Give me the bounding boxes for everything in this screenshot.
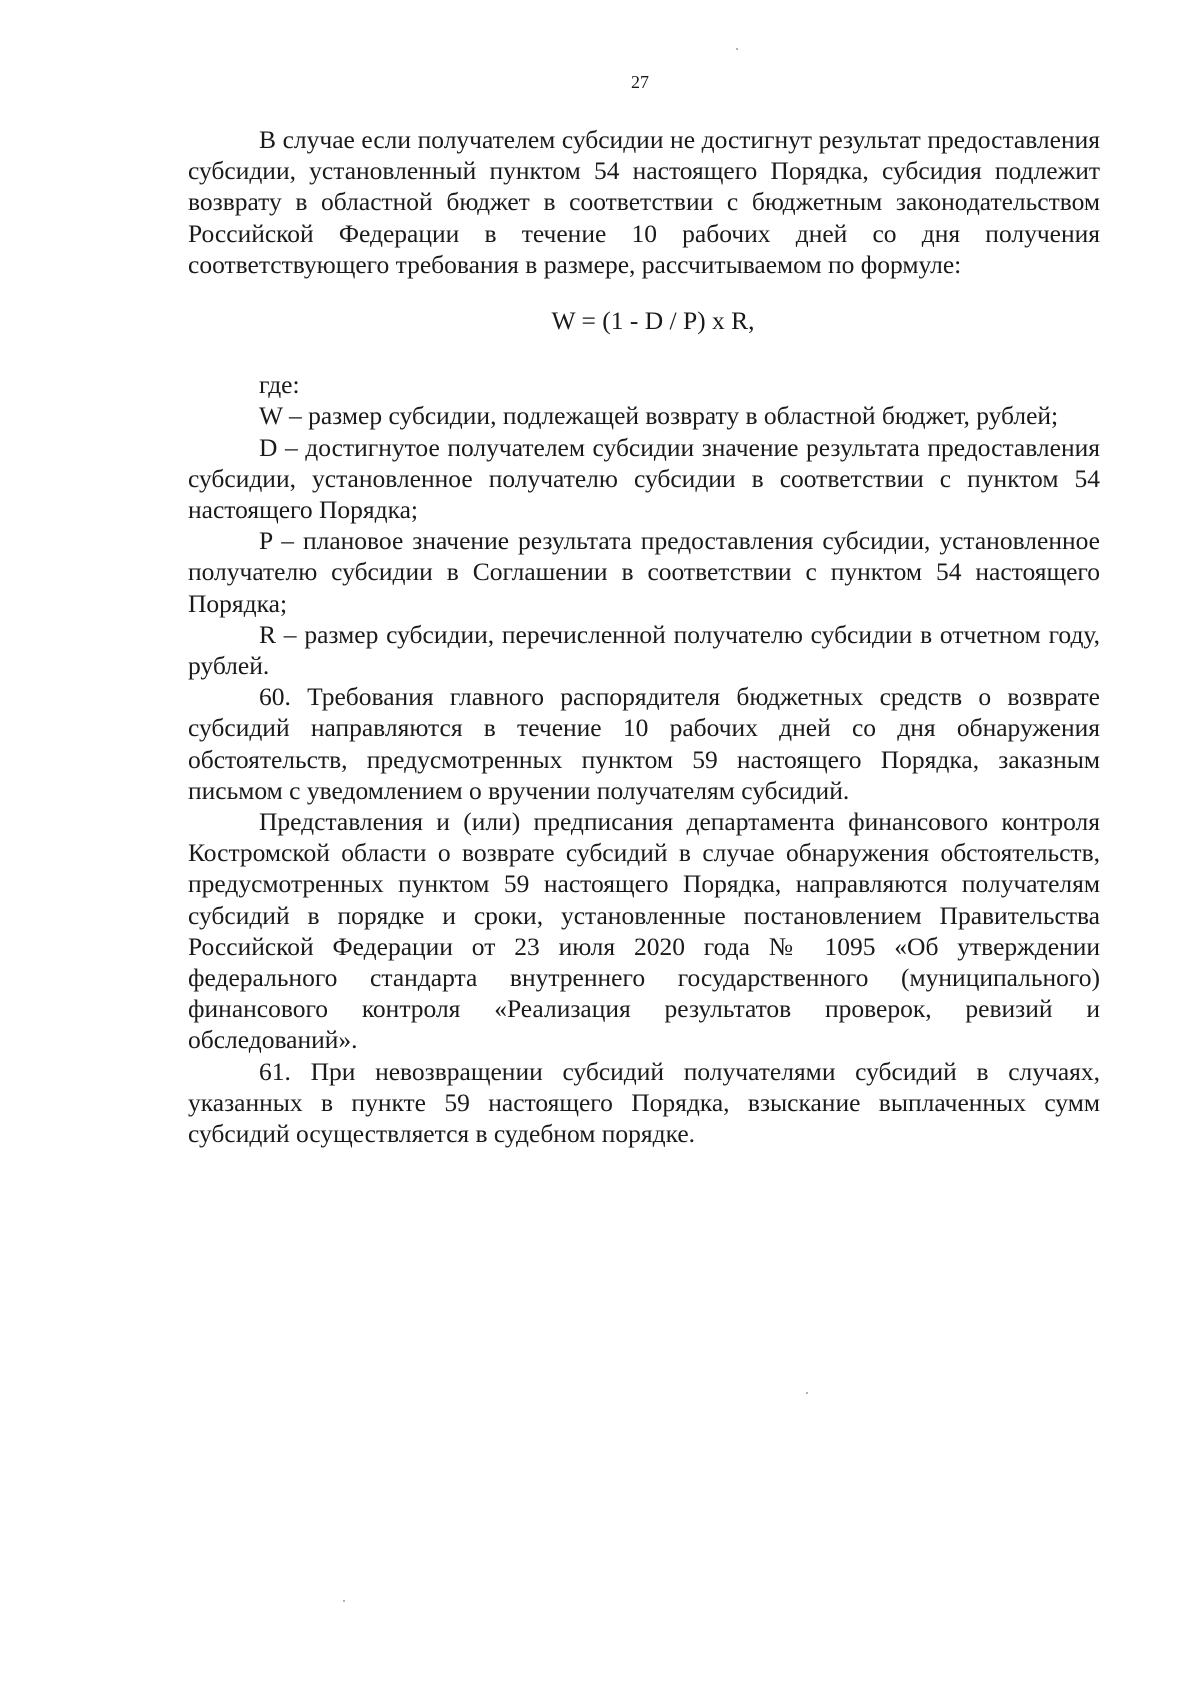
paragraph-return-condition: В случае если получателем субсидии не достигнут результат предоставления субсидии, установленный пунктом 54 настоящего Порядка, субсидия подлежит возврату в областной бюджет в соответствии с бюджетным законодательством Российской Федерации в течение 10 рабочих дней со дня получения соответствующего требования в размере, рассчитываемом по формуле: [188, 125, 1100, 279]
page-number: 27 [631, 72, 649, 92]
scan-speck [343, 1600, 345, 1602]
paragraph-60: 60. Требования главного распорядителя бюджетных средств о возврате субсидий направляются в течение 10 рабочих дней со дня обнаружения обстоятельств, предусмотренных пунктом 59 настоящего Порядка, заказным письмом с уведомлением о вручении получателям субсидий. [188, 682, 1100, 805]
document-body [188, 124, 1100, 1149]
paragraph-61: 61. При невозвращении субсидий получателями субсидий в случаях, указанных в пункте 59 настоящего Порядка, взыскание выплаченных сумм субсидий осуществляется в судебном порядке. [188, 1056, 1100, 1149]
paragraph-60-representations: Представления и (или) предписания департамента финансового контроля Костромской области о возврате субсидий в случае обнаружения обстоятельств, предусмотренных пунктом 59 настоящего Порядка, направляются получателям субсидий в порядке и сроки, установленные постановлением Правительства Российской Федерации от 23 июля 2020 года № 1095 «Об утверждении федерального стандарта внутреннего государственного (муниципального) финансового контроля «Реализация результатов проверок, ревизий и обследований». [188, 807, 1100, 1055]
formula: W = (1 - D / P) x R, [551, 306, 755, 336]
scan-speck [736, 48, 738, 50]
definition-r: R – размер субсидии, перечисленной получателю субсидии в отчетном году, рублей. [188, 619, 1100, 681]
definition-d: D – достигнутое получателем субсидии значение результата предоставления субсидии, установленное получателю субсидии в соответствии с пунктом 54 настоящего Порядка; [188, 432, 1100, 525]
definition-p: P – плановое значение результата предоставления субсидии, установленное получателю субсидии в Соглашении в соответствии с пунктом 54 настоящего Порядка; [188, 526, 1100, 618]
scan-speck [806, 1392, 808, 1394]
formula-where-label: где: [259, 370, 300, 400]
definition-w: W – размер субсидии, подлежащей возврату в областной бюджет, рублей; [259, 401, 1059, 431]
